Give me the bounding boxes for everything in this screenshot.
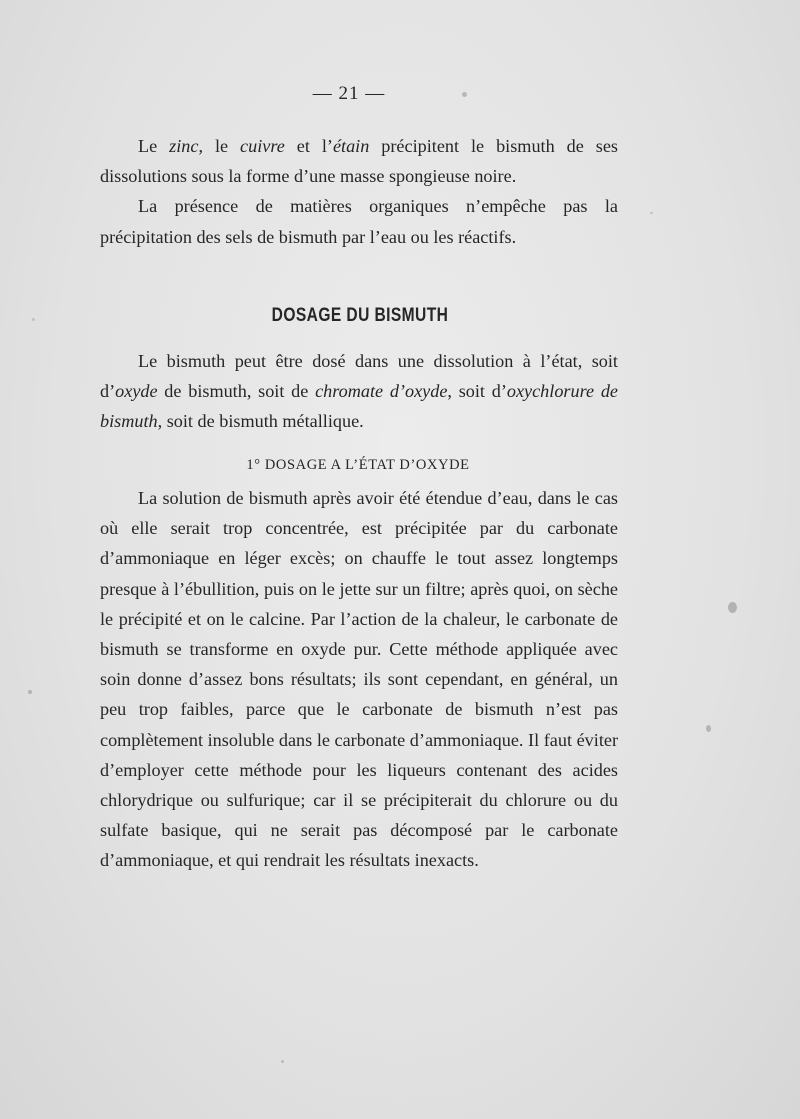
para3-italic-chromate: chromate d’oxyde	[315, 381, 448, 402]
para3-text-2: de bismuth, soit de	[157, 381, 316, 402]
scan-speck	[281, 1060, 284, 1063]
section-heading: DOSAGE DU BISMUTH	[271, 305, 449, 326]
paragraph-matieres-organiques: La présence de matières organiques n’empêche pas la précipitation des sels de bismuth par l’eau ou les réactifs.	[100, 196, 618, 247]
paragraph-zinc-cuivre-etain	[100, 131, 618, 191]
paragraph-method-description: La solution de bismuth après avoir été étendue d’eau, dans le cas où elle serait trop concentrée, est précipitée par du carbonate d’ammoniaque en léger excès; on chauffe le tout assez longtemps presque à l’ébullition, puis on le jette sur un filtre; après quoi, on sèche le précipité et on le calcine. Par l’action de la chaleur, le carbonate de bismuth se transforme en oxyde pur. Cette méthode appliquée avec soin donne d’assez bons résultats; ils sont cependant, en général, un peu trop faibles, parce que le carbonate de bismuth n’est pas complètement insoluble dans le carbonate d’ammoniaque. Il faut éviter d’employer cette méthode pour les liqueurs contenant des acides chlorydrique ou sulfurique; car il se précipiterait du chlorure ou du sulfate basique, qui ne serait pas décomposé par le carbonate d’ammoniaque, et qui rendrait les résultats inexacts.	[100, 488, 618, 871]
scan-speck	[28, 690, 32, 694]
scan-speck	[706, 725, 711, 732]
para3-italic-oxyde: oxyde	[115, 381, 158, 402]
para1-text-1: Le	[138, 136, 170, 156]
page-number: — 21 —	[312, 83, 386, 104]
para3-text-4: , soit de bismuth métallique.	[157, 411, 364, 432]
para1-italic-etain: étain	[332, 136, 370, 156]
method-block	[100, 483, 618, 876]
para1-text-4: précipitent le bismuth de ses dissolutions sous la forme d’une masse spongieuse noire.	[100, 136, 618, 187]
section-intro-block	[100, 346, 618, 437]
scan-speck	[32, 318, 35, 321]
para1-italic-cuivre: cuivre	[240, 136, 285, 156]
scan-speck	[650, 212, 653, 214]
para1-text-2: , le	[198, 136, 241, 156]
para3-text-1: Le bismuth peut être dosé dans une dissolution à l’état, soit d’	[100, 351, 618, 402]
intro-block	[100, 131, 618, 252]
para3-italic-oxychlorure: oxychlorure de bismuth	[100, 381, 618, 432]
para1-italic-zinc: zinc	[169, 136, 199, 156]
subsection-heading: 1° DOSAGE A L’ÉTAT D’OXYDE	[246, 457, 470, 473]
paragraph-dosage-forms	[100, 346, 618, 437]
para1-text-3: et l’	[284, 136, 333, 156]
scan-speck	[462, 92, 467, 97]
para3-text-3: , soit d’	[447, 381, 507, 402]
scan-speck	[728, 602, 737, 613]
